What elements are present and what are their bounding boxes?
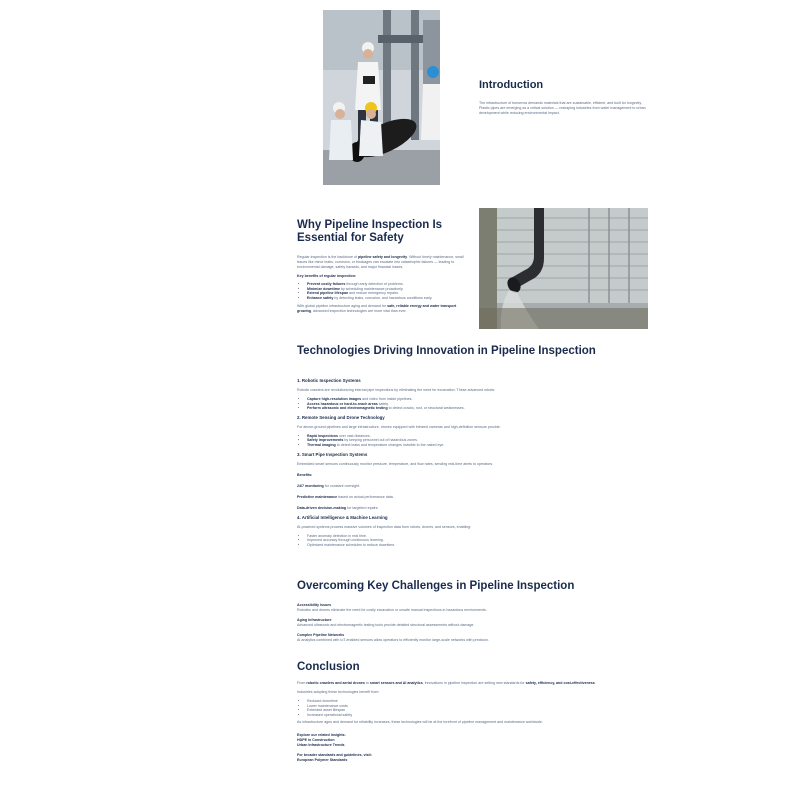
c-p1-b3: safety, efficiency, and cost-effectiveness — [525, 681, 595, 685]
why-p1-start: Regular inspection is the backbone of — [297, 255, 358, 259]
c-p1-end: . — [594, 681, 596, 685]
c-p1-b2: smart sensors and AI analytics — [369, 681, 423, 685]
related-label: Explore our related insights: — [297, 733, 346, 738]
standards-link[interactable]: European Polymer Standards — [297, 758, 348, 763]
c-p1-a: From — [297, 681, 307, 685]
related-link-hdpe[interactable]: HDPE in Construction — [297, 738, 335, 743]
item-bold: Thermal imaging — [307, 442, 336, 447]
list-item: • Improved accuracy through continuous learning. — [307, 538, 637, 543]
tech-s2-text: For above-ground pipelines and large infrastructure, drones equipped with infrared cameras and high-definition sensors provide: — [297, 424, 501, 429]
tech-title: Technologies Driving Innovation in Pipeline Inspection — [297, 345, 596, 357]
c-p1-m1: to — [364, 681, 370, 685]
benefit-text: based on actual performance data. — [337, 494, 394, 499]
why-title — [297, 219, 472, 244]
benefit-bold: Predictive maintenance — [297, 494, 338, 499]
benefit-text: by detecting leaks, corrosion, and hazardous conditions early. — [333, 295, 433, 300]
item-text: by keeping personnel out of hazardous zones. — [343, 438, 418, 443]
c-p1-m2: , innovations in pipeline inspection are setting new standards for — [422, 681, 526, 685]
why-p2-end: , advanced inspection technologies are more vital than ever. — [310, 309, 407, 314]
list-item: • Increased operational safety — [307, 713, 642, 718]
benefit-text: by scheduling maintenance proactively. — [339, 286, 404, 291]
intro-title: Introduction — [479, 79, 544, 91]
tech-s1-title: 1. Robotic Inspection Systems — [297, 378, 361, 383]
benefit-text: through early detection of problems. — [345, 282, 404, 286]
tech-body — [297, 378, 637, 547]
why-title-line-1: Why Pipeline Inspection Is — [297, 219, 443, 231]
why-p1-bold: pipeline safety and longevity — [357, 255, 408, 259]
challenge-label: Accessibility Issues — [297, 603, 332, 607]
item-bold: Safety improvements — [307, 438, 344, 443]
item-text: and video from inside pipelines. — [361, 397, 413, 401]
item-bold: Access hazardous or hard-to-reach areas — [307, 401, 378, 406]
conclusion-body — [297, 681, 642, 763]
item-bold: Rapid inspections — [307, 433, 338, 438]
drainpipe-illustration — [479, 208, 648, 329]
benefit-text: for targeted repairs. — [346, 505, 379, 510]
why-p2-start: With global pipeline infrastructure aging and demand for — [297, 304, 388, 309]
tech-s2-title: 2. Remote Sensing and Drone Technology — [297, 414, 385, 420]
challenge-text: AI analytics combined with IoT-enabled sensors allow operators to efficiently monitor large-scale networks with precision. — [297, 638, 489, 642]
why-body — [297, 255, 467, 314]
conclusion-list — [297, 699, 642, 717]
benefit-bold: Data-driven decision-making — [297, 505, 347, 510]
conclusion-paragraph-1 — [297, 681, 642, 686]
list-item: • Faster anomaly detection in real time. — [307, 534, 637, 539]
lab-illustration — [323, 10, 440, 185]
list-item: • Optimized maintenance schedules to reduce downtime. — [307, 543, 637, 548]
tech-s3-text: Embedded smart sensors continuously monitor pressure, temperature, and flow rates, sending real-time alerts to operators. — [297, 461, 494, 466]
item-bold: Perform ultrasonic and electromagnetic testing — [307, 406, 388, 411]
tech-s4-list — [297, 534, 637, 548]
list-item: • Lower maintenance costs — [307, 704, 642, 709]
tech-s1-list — [297, 397, 637, 411]
c-p1-b1: robotic crawlers and aerial drones — [306, 681, 365, 685]
standards-label: For broader standards and guidelines, visit: — [297, 753, 372, 758]
tech-s2-list — [297, 434, 637, 448]
benefit-bold: 24/7 monitoring — [297, 483, 324, 488]
why-p1-end: . Without timely maintenance, small issues like minor leaks, corrosion, or blockages can escalate into catastrophic failures — leading to environmental damage, safety hazards, and major financial losses. — [297, 255, 464, 269]
why-p2-bold: safe, reliable energy and water transport growing — [297, 304, 457, 314]
why-benefits-label: Key benefits of regular inspection: — [297, 274, 357, 278]
tech-s1-text: Robotic crawlers are revolutionizing internal pipe inspections by eliminating the need for excavation. These advanced robots: — [297, 388, 496, 392]
why-paragraph-1 — [297, 255, 467, 270]
intro-text: The infrastructure of tomorrow demands materials that are sustainable, efficient, and built for longevity. Plastic pipes are emerging as a critical solution — reshaping industries from water management to urban development while reducing environmental impact. — [479, 101, 646, 115]
benefit-bold: Extend pipeline lifespan — [307, 291, 349, 296]
benefit-text: for constant oversight. — [323, 483, 361, 488]
item-text: over vast distances. — [337, 433, 371, 438]
benefit-bold: Enhance safety — [307, 295, 334, 300]
conclusion-title: Conclusion — [297, 661, 360, 673]
list-item: • Reduced downtime — [307, 699, 642, 704]
benefit-bold: Minimize downtime — [307, 286, 340, 291]
why-title-line-2: Essential for Safety — [297, 231, 404, 244]
related-link-urban[interactable]: Urban Infrastructure Trends — [297, 743, 345, 748]
why-benefits-list — [297, 282, 467, 300]
benefit-bold: Prevent costly failures — [307, 282, 346, 286]
item-bold: Capture high-resolution images — [307, 397, 362, 401]
list-item: • Extended asset lifespan — [307, 708, 642, 713]
challenge-text: Advanced ultrasonic and electromagnetic testing tools provide detailed structural assessments without damage. — [297, 623, 475, 627]
tech-s3-benefits-label: Benefits: — [297, 472, 313, 477]
challenge-label: Complex Pipeline Networks — [297, 633, 345, 637]
item-text: safely. — [377, 401, 389, 406]
challenge-text: Robotics and drones eliminate the need for costly excavation or unsafe manual inspections in hazardous environments. — [297, 608, 487, 612]
drainpipe-image — [479, 208, 648, 329]
conclusion-paragraph-2: Industries adopting these technologies benefit from: — [297, 690, 380, 694]
standards-link-line — [297, 758, 642, 763]
challenges-body — [297, 603, 637, 643]
challenge-label: Aging Infrastructure — [297, 618, 332, 622]
tech-s3-title: 3. Smart Pipe Inspection Systems — [297, 451, 368, 457]
tech-s4-text: AI-powered systems process massive volumes of inspection data from robots, drones, and sensors, enabling: — [297, 524, 472, 529]
tech-s4-title: 4. Artificial Intelligence & Machine Learning — [297, 514, 388, 520]
why-paragraph-2 — [297, 304, 467, 314]
challenges-title: Overcoming Key Challenges in Pipeline Inspection — [297, 580, 575, 592]
item-text: to detect cracks, rust, or structural weaknesses. — [387, 406, 465, 411]
benefit-text: and reduce emergency repairs. — [348, 291, 399, 296]
item-text: to detect leaks and temperature changes invisible to the naked eye. — [335, 442, 445, 447]
engineers-inspecting-pipe-image — [323, 10, 440, 185]
conclusion-paragraph-3: As infrastructure ages and demand for reliability increases, these technologies will be at the forefront of pipeline management and maintenance worldwide. — [297, 720, 543, 725]
